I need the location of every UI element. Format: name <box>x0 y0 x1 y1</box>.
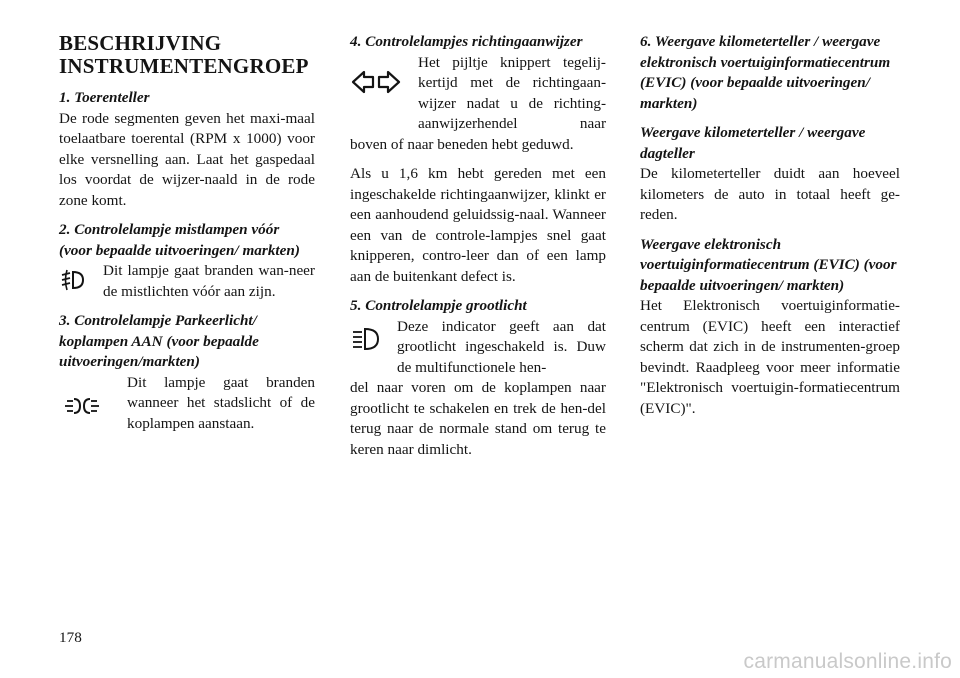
front-fog-light-icon <box>59 261 103 291</box>
section-4-text-continued: boven of naar beneden hebt geduwd. <box>350 135 574 153</box>
section-3-body <box>59 373 315 435</box>
section-4-body <box>350 53 606 135</box>
section-4-paragraph-2: Als u 1,6 km hebt gereden met een ingeschakelde richtingaanwijzer, klinkt er een aanhoudend geluidssig-naal. Wanneer een van de controle-lampjes snel gaat knipperen, contro-leer dan of een lamp aan de buitenkant defect is. <box>350 165 606 285</box>
page-number: 178 <box>59 629 82 646</box>
section-3-heading: 3. Controlelampje Parkeerlicht/ koplampen AAN (voor bepaalde uitvoeringen/markten) <box>59 312 259 370</box>
section-4-icon-text: Het pijltje knippert tegelij-kertijd met de richtingaan-wijzer nadat u de richting-aanwijzerhendel naar <box>418 53 606 132</box>
parking-lights-icon <box>59 373 127 417</box>
section-5-heading: 5. Controlelampje grootlicht <box>350 297 527 314</box>
column-3 <box>640 32 900 428</box>
section-4-heading: 4. Controlelampjes richtingaanwijzer <box>350 33 583 50</box>
section-3-text: Dit lampje gaat branden wanneer het stadslicht of de koplampen aanstaan. <box>127 373 315 432</box>
section-6b-text: Het Elektronisch voertuiginformatie-centrum (EVIC) heeft een interactief scherm dat zich in de instrumenten-groep bevindt. Raadpleeg voor meer informatie "Elektronisch voertuigin-formatiecentrum (EVIC)". <box>640 297 900 417</box>
section-6a-heading: Weergave kilometerteller / weergave dagteller <box>640 124 866 162</box>
section-5-icon-text: Deze indicator geeft aan dat grootlicht ingeschakeld is. Duw de multifunctionele hen- <box>397 317 606 376</box>
column-2 <box>350 32 606 469</box>
section-1-text: De rode segmenten geven het maxi-maal toelaatbare toerental (RPM x 1000) voor elke versnelling aan. Laat het gaspedaal los voordat de wijzer-naald in de rode zone komt. <box>59 109 315 209</box>
section-5-text-continued: del naar voren om de koplampen naar grootlicht te schakelen en trek de hen-del terug naar de normale stand om terug te keren naar dimlicht. <box>350 379 606 458</box>
turn-signal-arrows-icon <box>350 53 418 97</box>
section-5-body <box>350 317 606 379</box>
column-1 <box>59 32 315 434</box>
section-6b-heading: Weergave elektronisch voertuiginformatiecentrum (EVIC) (voor bepaalde uitvoeringen/ markten) <box>640 235 897 294</box>
high-beam-icon <box>350 317 397 351</box>
section-1-heading: 1. Toerenteller <box>59 89 150 106</box>
watermark: carmanualsonline.info <box>743 650 952 673</box>
section-6-heading: 6. Weergave kilometerteller / weergave elektronisch voertuiginformatiecentrum (EVIC) (voor bepaalde uitvoeringen/ markten) <box>640 33 891 112</box>
section-2-text: Dit lampje gaat branden wan-neer de mistlichten vóór aan zijn. <box>103 262 315 300</box>
section-6a-text: De kilometerteller duidt aan hoeveel kilometers de auto in totaal heeft ge-reden. <box>640 165 900 223</box>
page-title: BESCHRIJVING INSTRUMENTENGROEP <box>59 31 309 78</box>
section-2-body <box>59 261 315 302</box>
section-2-heading: 2. Controlelampje mistlampen vóór (voor bepaalde uitvoeringen/ markten) <box>59 221 300 259</box>
